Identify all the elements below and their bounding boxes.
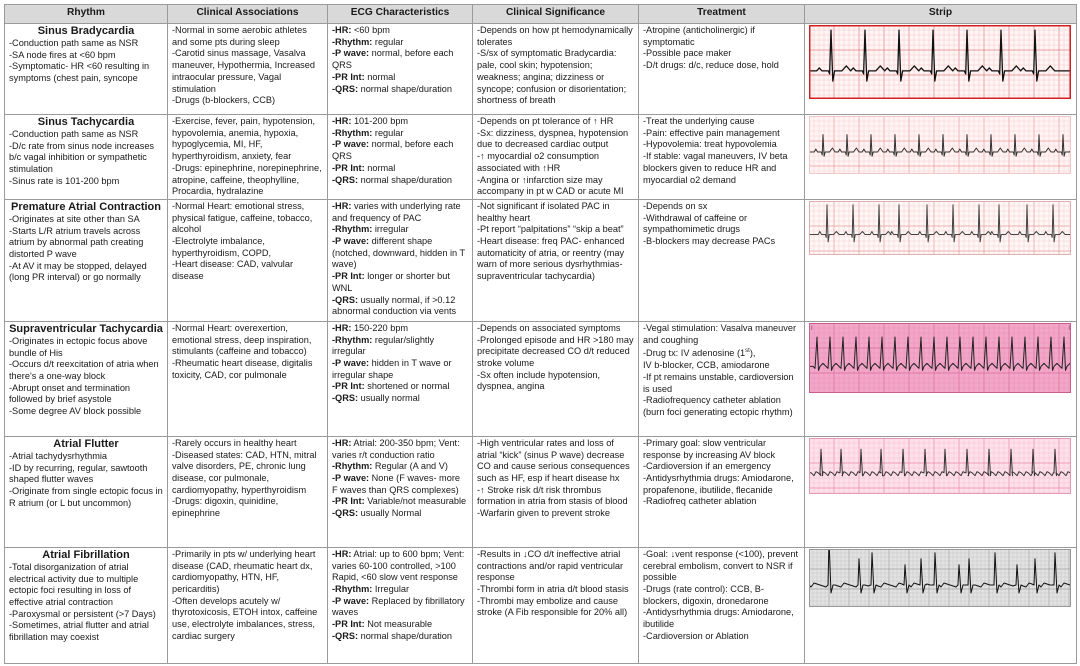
significance-item: -Not significant if isolated PAC in healthy heart xyxy=(477,200,610,223)
rhythm-name: Sinus Bradycardia xyxy=(37,25,135,37)
ecg-strip-sinus-tachycardia xyxy=(809,116,1072,174)
strip-cell xyxy=(805,115,1077,200)
ecg-item xyxy=(332,438,468,461)
ecg-characteristics-cell xyxy=(328,547,473,663)
ecg-characteristics-cell xyxy=(328,199,473,321)
header-clinical-associations: Clinical Associations xyxy=(168,5,328,24)
clinical-significance-cell xyxy=(473,321,639,436)
ecg-item xyxy=(332,116,468,128)
ecg-item-label: -HR: xyxy=(332,116,352,126)
association-item: -Rheumatic heart disease, digitalis toxicity, CAD, cor pulmonale xyxy=(172,358,313,380)
ecg-item xyxy=(332,461,468,473)
clinical-associations-cell xyxy=(168,199,328,321)
ecg-item-label: -Rhythm: xyxy=(332,461,373,472)
clinical-associations-cell xyxy=(168,24,328,115)
ecg-item-value: usually normal xyxy=(358,393,420,404)
ecg-item-value: Irregular xyxy=(372,584,410,595)
rhythm-detail: -D/c rate from sinus node increases b/c vagal inhibition or sympathetic stimulation xyxy=(9,140,155,175)
clinical-significance-cell xyxy=(473,24,639,115)
ecg-item-label: -QRS: xyxy=(332,174,359,185)
ecg-item xyxy=(332,473,468,496)
ecg-item-label: -HR: xyxy=(332,322,352,333)
ecg-waveform-svg xyxy=(809,323,1071,393)
ecg-item-value: 150-220 bpm xyxy=(351,322,409,333)
significance-item: -Sx often include hypotension, dyspnea, angina xyxy=(477,369,601,392)
ecg-item-value: usually normal, if >0.12 abnormal conduction via vents xyxy=(332,294,457,317)
significance-item: -Sx: dizziness, dyspnea, hypotension due to decreased cardiac output xyxy=(477,127,629,150)
ecg-item xyxy=(332,335,468,358)
ecg-strip-supraventricular-tachycardia xyxy=(809,323,1072,393)
treatment-cell xyxy=(639,199,805,321)
treatment-item: -Drugs (rate control): CCB, B-blockers, digoxin, dronedarone xyxy=(643,584,769,606)
ecg-item-label: -HR: xyxy=(332,200,352,211)
ecg-characteristics-cell xyxy=(328,24,473,115)
treatment-item: -Pain: effective pain management xyxy=(643,127,780,138)
ecg-item-value: shortened or normal xyxy=(364,381,450,392)
ecg-item-value: normal shape/duration xyxy=(358,174,453,185)
association-item: -Rarely occurs in healthy heart xyxy=(172,437,297,448)
clinical-associations-cell xyxy=(168,547,328,663)
treatment-item: -Hypovolemia: treat hypovolemia xyxy=(643,139,777,150)
ecg-item xyxy=(332,358,468,381)
ecg-characteristics-cell xyxy=(328,321,473,436)
treatment-cell xyxy=(639,547,805,663)
association-item: -Drugs: epinephrine, norepinephrine, atropine, caffeine, theophylline, Procardia, hydralazine xyxy=(172,162,322,197)
ecg-item-value: normal xyxy=(364,162,396,173)
significance-item: -Thrombi may embolize and cause stroke (A Fib responsible for 20% all) xyxy=(477,595,628,618)
rhythm-name: Atrial Fibrillation xyxy=(42,548,130,561)
row-sinus-bradycardia xyxy=(5,24,1077,115)
rhythm-cell xyxy=(5,436,168,547)
treatment-item: -If pt remains unstable, cardioversion is used xyxy=(643,371,794,394)
header-clinical-significance: Clinical Significance xyxy=(473,5,639,24)
ecg-item-value: irregular xyxy=(372,224,409,235)
row-premature-atrial-contraction xyxy=(5,199,1077,321)
ecg-item-label: -QRS: xyxy=(332,508,359,519)
ecg-strip-atrial-flutter xyxy=(809,438,1072,494)
ecg-item-label: -PR Int: xyxy=(332,162,365,173)
treatment-cell xyxy=(639,24,805,115)
clinical-associations-cell xyxy=(168,321,328,436)
significance-item: -Heart disease: freq PAC- enhanced automaticity of atria, or reentry (may warn of more serious dysrhythmias- supraventricular tachycardia) xyxy=(477,236,625,282)
rhythm-name: Supraventricular Tachycardia xyxy=(9,322,163,335)
ecg-item-label: -PR Int: xyxy=(332,271,365,282)
association-item: -Carotid sinus massage, Vasalva maneuver, Hypothermia, Increased intraocular pressure, Vagal stimulation xyxy=(172,48,315,94)
strip-cell xyxy=(805,321,1077,436)
association-item: -Electrolyte imbalance, hyperthyroidism, COPD, xyxy=(172,236,272,258)
ecg-item xyxy=(332,175,468,187)
ecg-item xyxy=(332,549,468,584)
header-ecg-characteristics: ECG Characteristics xyxy=(328,5,473,24)
treatment-item: -Primary goal: slow ventricular response by increasing AV block xyxy=(643,437,776,460)
treatment-item: -Antidysrhythmia drugs: Amiodarone, propafenone, ibutilide, flecanide xyxy=(643,473,794,495)
strip-cell xyxy=(805,199,1077,321)
treatment-item: -B-blockers may decrease PACs xyxy=(643,236,776,247)
header-treatment: Treatment xyxy=(639,5,805,24)
strip-cell xyxy=(805,547,1077,663)
rhythm-detail: -Originates at site other than SA xyxy=(9,213,140,224)
rhythm-detail: -Symptomatic- HR <60 resulting in symptoms (chest pain, syncope xyxy=(9,61,150,84)
treatment-item: -Goal: ↓vent response (<100), prevent cerebral embolism, convert to NSR if possible xyxy=(643,548,798,583)
header-rhythm: Rhythm xyxy=(5,5,168,24)
ecg-item-value: normal xyxy=(364,71,396,82)
ecg-item xyxy=(332,596,468,619)
rhythm-detail: -SA node fires at <60 bpm xyxy=(9,49,116,60)
ecg-item xyxy=(332,72,468,84)
ecg-item-value: regular/slightly irregular xyxy=(332,334,435,357)
association-item: -Primarily in pts w/ underlying heart disease (CAD, rheumatic heart dx, cardiomyopathy, HTN, HF, pericarditis) xyxy=(172,548,316,595)
ecg-item xyxy=(332,496,468,508)
ecg-item-value: Atrial: 200-350 bpm; Vent: varies r/t conduction ratio xyxy=(332,437,460,460)
ecg-item-value: hidden in T wave or irregular shape xyxy=(332,358,452,380)
ecg-item-label: -P wave: xyxy=(332,595,370,606)
ecg-item xyxy=(332,508,468,520)
ecg-item xyxy=(332,584,468,596)
ecg-waveform-svg xyxy=(809,25,1071,99)
treatment-item: -Antidysrhythmia drugs: Amiodarone, ibutilide xyxy=(643,607,794,630)
clinical-significance-cell xyxy=(473,115,639,200)
rhythm-detail: -Originate from single ectopic focus in R atrium (or L but uncommon) xyxy=(9,486,163,508)
ecg-item-value: Not measurable xyxy=(364,619,433,630)
ecg-item-label: -HR: xyxy=(332,548,352,559)
significance-item: -Depends on associated symptoms xyxy=(477,322,621,333)
clinical-significance-cell xyxy=(473,547,639,663)
rhythm-detail: -Abrupt onset and termination followed by brief asystole xyxy=(9,382,131,405)
ecg-item xyxy=(332,37,468,49)
ecg-item-label: -HR: xyxy=(332,25,352,35)
ecg-item-label: -P wave: xyxy=(332,139,370,150)
association-item: -Diseased states: CAD, HTN, mitral valve disorders, PE, chronic lung disease, cor pulmonale, cardiomyopathy, hyperthyroidism xyxy=(172,449,317,495)
clinical-associations-cell xyxy=(168,115,328,200)
ecg-item-label: -Rhythm: xyxy=(332,127,373,138)
clinical-significance-cell xyxy=(473,436,639,547)
significance-item: -S/sx of symptomatic Bradycardia: pale, cool skin; hypotension; weakness; angina; dizziness or syncope; confusion or disorientation; shortness of breath xyxy=(477,48,627,106)
ecg-waveform-svg xyxy=(809,549,1071,607)
ecg-item-value: None (F waves- more F waves than QRS complexes) xyxy=(332,473,460,495)
ecg-item-value: Atrial: up to 600 bpm; Vent: varies 60-100 controlled, >100 Rapid, <60 slow vent response xyxy=(332,548,465,583)
significance-item: -Depends on how pt hemodynamically tolerates xyxy=(477,25,633,47)
ecg-item-value: different shape (notched, downward, hidden in T wave) xyxy=(332,236,465,270)
ecg-item-value: normal shape/duration xyxy=(358,83,453,94)
rhythm-detail: -Occurs d/t reexcitation of atria when there's a one-way block xyxy=(9,359,159,382)
rhythm-detail: -Conduction path same as NSR xyxy=(9,38,139,48)
significance-item: -↑ Stroke risk d/t risk thrombus formation in atria from stasis of blood xyxy=(477,484,628,507)
significance-item: -Results in ↓CO d/t ineffective atrial contractions and/or rapid ventricular response xyxy=(477,548,624,583)
ecg-item xyxy=(332,271,468,294)
ecg-item xyxy=(332,236,468,271)
ecg-item-value: Replaced by fibrillatory waves xyxy=(332,595,465,618)
rhythm-detail: -At AV it may be stopped, delayed (long PR interval) or go normally xyxy=(9,260,147,283)
ecg-strip-premature-atrial-contraction xyxy=(809,201,1072,255)
ecg-item-value: usually Normal xyxy=(358,508,422,519)
ecg-item-label: -P wave: xyxy=(332,236,370,247)
header-row xyxy=(5,5,1077,24)
association-item: -Often develops acutely w/ thyrotoxicosis, ETOH intox, caffeine use, electrolyte imbalances, stress, cardiac surgery xyxy=(172,595,318,641)
ecg-item-label: -PR Int: xyxy=(332,496,365,507)
header-strip: Strip xyxy=(805,5,1077,24)
ecg-item-label: -P wave: xyxy=(332,358,370,369)
treatment-item: -D/t drugs: d/c, reduce dose, hold xyxy=(643,60,779,71)
significance-item: -↑ myocardial o2 consumption associated with ↑HR xyxy=(477,151,600,173)
ecg-item-label: -Rhythm: xyxy=(332,224,373,235)
treatment-item: -Possible pace maker xyxy=(643,48,732,59)
rhythm-name: Sinus Tachycardia xyxy=(37,116,135,128)
rhythm-name: Atrial Flutter xyxy=(53,437,119,450)
treatment-item: -Cardioversion if an emergency xyxy=(643,461,771,472)
rhythm-cell xyxy=(5,24,168,115)
rhythm-detail: -Sinus rate is 101-200 bpm xyxy=(9,175,120,186)
ecg-item-label: -P wave: xyxy=(332,473,370,484)
ecg-item xyxy=(332,323,468,335)
significance-item: -Thrombi form in atria d/t blood stasis xyxy=(477,584,629,595)
rhythm-detail: -Originates in ectopic focus above bundle of His xyxy=(9,335,148,358)
treatment-item: -Radiofreq catheter ablation xyxy=(643,496,757,507)
association-item: -Drugs (b-blockers, CCB) xyxy=(172,95,276,106)
ecg-item-label: -PR Int: xyxy=(332,71,365,82)
ecg-item-value: Regular (A and V) xyxy=(372,461,448,472)
significance-item: -Warfarin given to prevent stroke xyxy=(477,508,610,519)
ecg-item-label: -Rhythm: xyxy=(332,36,373,47)
clinical-associations-cell xyxy=(168,436,328,547)
association-item: -Normal Heart: overexertion, emotional stress, deep inspiration, stimulants (caffeine and tobacco) xyxy=(172,322,312,357)
ecg-waveform-svg xyxy=(809,201,1071,255)
ecg-item-label: -QRS: xyxy=(332,393,359,404)
ecg-item-label: -PR Int: xyxy=(332,619,365,630)
ecg-item xyxy=(332,619,468,631)
association-item: -Heart disease: CAD, valvular disease xyxy=(172,259,294,282)
significance-item: -High ventricular rates and loss of atrial “kick” (sinus P wave) decrease CO and cause serious consequences such as HF, esp if heart disease hx xyxy=(477,437,630,484)
ecg-item-value: regular xyxy=(372,36,404,47)
ecg-item-label: -QRS: xyxy=(332,630,359,641)
row-sinus-tachycardia xyxy=(5,115,1077,200)
ecg-reference-sheet xyxy=(4,4,1076,662)
treatment-cell xyxy=(639,436,805,547)
ecg-item xyxy=(332,393,468,405)
ecg-rhythm-table xyxy=(4,4,1077,664)
rhythm-cell xyxy=(5,199,168,321)
ecg-item-value: varies with underlying rate and frequency of PAC xyxy=(332,200,461,223)
treatment-item: -If stable: vagal maneuvers, IV beta blockers given to reduce HR and myocardial o2 demand xyxy=(643,151,788,185)
ecg-item xyxy=(332,631,468,643)
ecg-item xyxy=(332,381,468,393)
ecg-item xyxy=(332,128,468,140)
treatment-item: -Cardioversion or Ablation xyxy=(643,630,749,641)
ecg-item-label: -P wave: xyxy=(332,48,370,59)
ecg-item-value: longer or shorter but WNL xyxy=(332,271,450,293)
treatment-cell xyxy=(639,321,805,436)
ecg-item xyxy=(332,224,468,236)
rhythm-detail: -Starts L/R atrium travels across atrium by abnormal path creating distorted P wave xyxy=(9,225,144,260)
ecg-waveform-svg xyxy=(809,116,1071,174)
treatment-item: -Depends on sx xyxy=(643,200,708,211)
row-supraventricular-tachycardia xyxy=(5,321,1077,436)
strip-marker-right: I xyxy=(1068,325,1070,332)
ecg-item-label: -QRS: xyxy=(332,294,359,305)
treatment-item: IV b-blocker, CCB, amiodarone xyxy=(643,360,770,371)
association-item: -Normal in some aerobic athletes and some pts during sleep xyxy=(172,25,307,47)
treatment-item: -Vegal stimulation: Vasalva maneuver and coughing xyxy=(643,322,797,345)
ecg-item xyxy=(332,84,468,96)
rhythm-detail: -Total disorganization of atrial electrical activity due to multiple ectopic foci resulting in loss of effective atrial contraction xyxy=(9,561,139,608)
significance-item: -Prolonged episode and HR >180 may precipitate decreased CO d/t reduced stroke volume xyxy=(477,334,634,369)
ecg-item-value: <60 bpm xyxy=(351,25,390,35)
strip-cell xyxy=(805,436,1077,547)
rhythm-cell xyxy=(5,115,168,200)
ecg-item-label: -Rhythm: xyxy=(332,584,373,595)
ecg-item xyxy=(332,295,468,318)
rhythm-detail: -Sometimes, atrial flutter and atrial fibrillation may coexist xyxy=(9,620,149,643)
rhythm-detail: -Paroxysmal or persistent (>7 Days) xyxy=(9,608,156,619)
treatment-item: -Radiofrequency catheter ablation (burn foci generating ectopic rhythm) xyxy=(643,395,793,417)
association-item: -Normal Heart: emotional stress, physical fatigue, caffeine, tobacco, alcohol xyxy=(172,200,313,235)
ecg-item-value: Variable/not measurable xyxy=(364,496,467,507)
row-atrial-flutter xyxy=(5,436,1077,547)
treatment-item: -Withdrawal of caffeine or sympathomimetic drugs xyxy=(643,212,748,235)
rhythm-detail: -Some degree AV block possible xyxy=(9,406,142,417)
rhythm-detail: -Atrial tachydysrhythmia xyxy=(9,450,108,461)
clinical-significance-cell xyxy=(473,199,639,321)
ecg-strip-sinus-bradycardia xyxy=(809,25,1072,99)
ecg-item-value: regular xyxy=(372,127,404,138)
ecg-item-label: -HR: xyxy=(332,437,352,448)
treatment-item: -Treat the underlying cause xyxy=(643,116,755,126)
ecg-item-label: -Rhythm: xyxy=(332,334,373,345)
treatment-item: -Atropine (anticholinergic) if symptomatic xyxy=(643,25,755,47)
rhythm-cell xyxy=(5,547,168,663)
treatment-item: -Drug tx: IV adenosine (1st), xyxy=(643,348,756,359)
row-atrial-fibrillation xyxy=(5,547,1077,663)
rhythm-detail: -ID by recurring, regular, sawtooth shaped flutter waves xyxy=(9,462,148,485)
ecg-waveform-svg xyxy=(809,438,1071,494)
ecg-item xyxy=(332,48,468,71)
ecg-item-value: normal, before each QRS xyxy=(332,48,454,71)
treatment-cell xyxy=(639,115,805,200)
rhythm-name: Premature Atrial Contraction xyxy=(11,200,161,213)
superscript-ordinal: st xyxy=(745,348,750,355)
ecg-item xyxy=(332,201,468,224)
significance-item: -Angina or ↑infarction size may accompany in pt w CAD or acute MI xyxy=(477,174,624,197)
ecg-item xyxy=(332,25,468,37)
ecg-characteristics-cell xyxy=(328,115,473,200)
significance-item: -Pt report “palpitations” “skip a beat” xyxy=(477,224,624,235)
strip-marker-left: I xyxy=(811,325,813,332)
ecg-item-value: 101-200 bpm xyxy=(351,116,409,126)
ecg-item xyxy=(332,139,468,162)
ecg-item-label: -PR Int: xyxy=(332,381,365,392)
ecg-item-value: normal, before each QRS xyxy=(332,139,454,162)
ecg-item-label: -QRS: xyxy=(332,83,359,94)
ecg-item-value: normal shape/duration xyxy=(358,630,453,641)
ecg-characteristics-cell xyxy=(328,436,473,547)
association-item: -Drugs: digoxin, quinidine, epinephrine xyxy=(172,496,279,519)
ecg-item xyxy=(332,163,468,175)
association-item: -Exercise, fever, pain, hypotension, hypovolemia, anemia, hypoxia, hypoglycemia, MI, HF, hyperthyroidism, anxiety, fear xyxy=(172,116,315,162)
rhythm-detail: -Conduction path same as NSR xyxy=(9,129,139,139)
strip-cell xyxy=(805,24,1077,115)
rhythm-cell xyxy=(5,321,168,436)
significance-item: -Depends on pt tolerance of ↑ HR xyxy=(477,116,614,126)
ecg-strip-atrial-fibrillation xyxy=(809,549,1072,607)
